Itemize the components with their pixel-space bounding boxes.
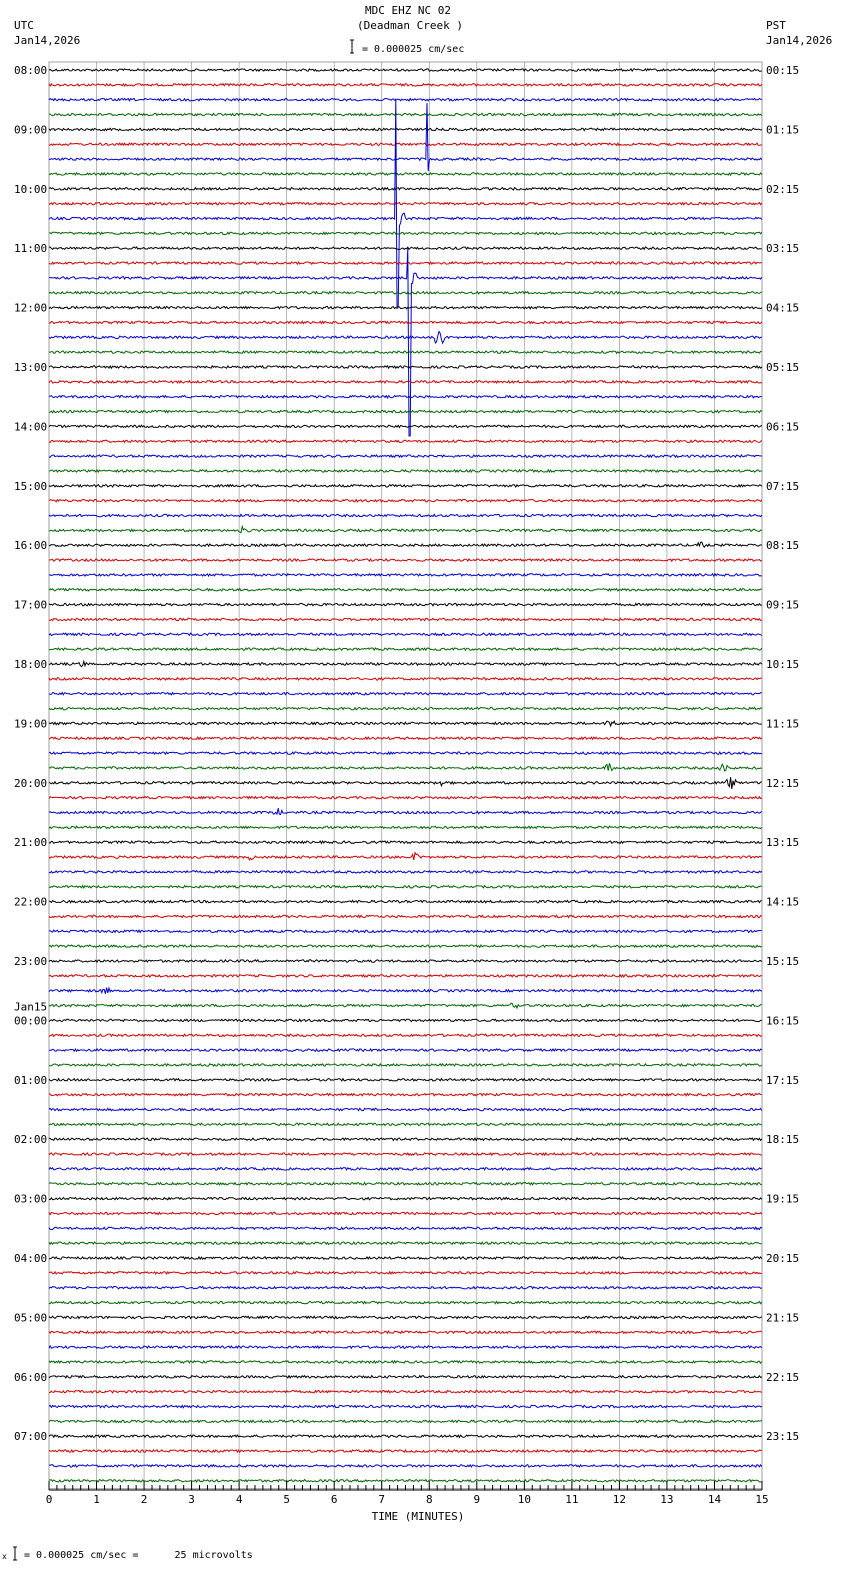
- seismic-trace: [49, 1361, 762, 1363]
- seismic-trace: [49, 1153, 762, 1155]
- pst-hour-label: 18:15: [766, 1133, 800, 1147]
- x-tick-label: 13: [660, 1493, 674, 1506]
- seismic-trace: [49, 542, 762, 547]
- pst-hour-label: 14:15: [766, 895, 800, 909]
- x-tick-label: 0: [45, 1493, 53, 1506]
- seismic-trace: [49, 589, 762, 591]
- seismic-trace: [49, 203, 762, 205]
- utc-hour-label: 12:00: [14, 301, 48, 315]
- footer-marker: x: [2, 1552, 7, 1561]
- seismic-trace: [49, 808, 762, 814]
- pst-hour-label: 00:15: [766, 64, 800, 77]
- seismic-trace: [49, 1391, 762, 1393]
- seismic-trace: [49, 1094, 762, 1096]
- seismic-trace: [49, 425, 762, 427]
- seismic-trace: [49, 381, 762, 383]
- utc-hour-label: 02:00: [14, 1133, 48, 1147]
- seismic-trace: [49, 1034, 762, 1036]
- utc-hour-label: 03:00: [14, 1192, 48, 1206]
- x-tick-label: 9: [473, 1493, 481, 1506]
- x-tick-label: 15: [755, 1493, 769, 1506]
- seismic-trace: [49, 1376, 762, 1378]
- seismic-trace: [49, 826, 762, 828]
- seismic-trace: [49, 410, 762, 412]
- seismic-trace: [49, 527, 762, 533]
- seismic-trace: [49, 232, 762, 234]
- x-tick-label: 12: [612, 1493, 627, 1506]
- seismic-trace: [49, 648, 762, 650]
- seismic-trace: [49, 500, 762, 502]
- seismic-trace: [49, 351, 762, 353]
- footer-scale-label: = 0.000025 cm/sec = 25 microvolts: [24, 1550, 253, 1561]
- seismic-trace: [49, 930, 762, 932]
- footer-scale-bar-icon: [13, 1547, 17, 1560]
- seismic-trace: [49, 975, 762, 977]
- seismic-trace: [49, 1435, 762, 1437]
- utc-hour-label: 06:00: [14, 1370, 48, 1384]
- right-timezone: PST: [766, 19, 786, 32]
- seismic-trace: [49, 737, 762, 739]
- seismic-trace: [49, 470, 762, 472]
- x-tick-label: 1: [93, 1493, 100, 1506]
- right-date: Jan14,2026: [766, 34, 833, 47]
- seismic-trace: [49, 1346, 762, 1348]
- seismic-trace: [49, 1316, 762, 1318]
- utc-date-label: Jan15: [14, 1000, 48, 1014]
- utc-hour-label: 07:00: [14, 1430, 48, 1444]
- seismic-trace: [49, 633, 762, 635]
- pst-hour-label: 05:15: [766, 361, 800, 374]
- seismic-trace: [49, 514, 762, 516]
- seismic-trace: [49, 693, 762, 695]
- seismic-trace: [49, 1227, 762, 1229]
- seismic-trace: [49, 1003, 762, 1008]
- x-tick-label: 8: [425, 1493, 433, 1506]
- seismic-trace: [49, 900, 762, 902]
- seismic-trace: [49, 1420, 762, 1422]
- seismic-trace: [49, 306, 762, 308]
- seismic-trace: [49, 1450, 762, 1452]
- pst-hour-label: 22:15: [766, 1370, 800, 1384]
- plot-frame: [49, 62, 762, 1489]
- plot-grid: [49, 62, 762, 1489]
- utc-time-labels: [14, 64, 47, 1443]
- seismic-trace: [49, 841, 762, 843]
- seismic-trace: [49, 321, 762, 323]
- utc-hour-label: 21:00: [14, 836, 48, 850]
- pst-hour-label: 20:15: [766, 1252, 800, 1265]
- seismic-traces: [49, 69, 762, 1482]
- seismic-trace: [49, 1049, 762, 1051]
- utc-hour-label: 19:00: [14, 717, 48, 731]
- left-date: Jan14,2026: [14, 34, 81, 47]
- seismic-trace: [49, 603, 762, 605]
- seismic-trace: [49, 1242, 762, 1244]
- x-axis: [46, 1481, 769, 1506]
- seismic-trace: [49, 1272, 762, 1274]
- seismic-trace: [49, 1138, 762, 1140]
- seismic-trace: [49, 440, 762, 442]
- seismic-trace: [49, 1064, 762, 1066]
- seismic-trace: [49, 960, 762, 962]
- seismic-trace: [49, 292, 762, 294]
- seismic-trace: [49, 988, 762, 994]
- seismic-trace: [49, 1212, 762, 1214]
- x-tick-label: 14: [707, 1493, 722, 1506]
- seismic-trace: [49, 173, 762, 175]
- seismic-trace: [49, 485, 762, 487]
- pst-hour-label: 01:15: [766, 123, 800, 137]
- seismic-trace: [49, 128, 762, 130]
- utc-hour-label: 00:00: [14, 1014, 48, 1028]
- seismic-trace: [49, 559, 762, 561]
- seismic-trace: [49, 1405, 762, 1407]
- seismic-trace: [49, 1287, 762, 1289]
- seismic-trace: [49, 853, 762, 860]
- x-axis-label: TIME (MINUTES): [371, 1510, 465, 1523]
- pst-hour-label: 04:15: [766, 301, 800, 315]
- utc-hour-label: 10:00: [14, 182, 48, 196]
- seismic-trace: [49, 915, 762, 917]
- seismic-trace: [49, 886, 762, 888]
- seismic-trace: [49, 945, 762, 947]
- x-tick-label: 7: [378, 1493, 386, 1506]
- pst-hour-label: 11:15: [766, 717, 800, 731]
- seismic-trace: [49, 1108, 762, 1110]
- seismic-trace: [49, 248, 762, 436]
- scale-bar-icon: [350, 40, 354, 53]
- utc-hour-label: 22:00: [14, 895, 48, 909]
- x-tick-label: 3: [188, 1493, 195, 1506]
- utc-hour-label: 15:00: [14, 479, 48, 493]
- seismic-trace: [49, 143, 762, 145]
- utc-hour-label: 14:00: [14, 420, 48, 434]
- left-timezone: UTC: [14, 19, 34, 32]
- utc-hour-label: 04:00: [14, 1252, 48, 1265]
- x-tick-label: 6: [330, 1493, 338, 1506]
- seismic-trace: [49, 777, 762, 789]
- seismic-trace: [49, 707, 762, 709]
- utc-hour-label: 17:00: [14, 598, 48, 612]
- seismic-trace: [49, 1019, 762, 1021]
- seismic-trace: [49, 618, 762, 620]
- seismic-trace: [49, 69, 762, 71]
- seismic-trace: [49, 366, 762, 368]
- utc-hour-label: 18:00: [14, 658, 48, 671]
- utc-hour-label: 16:00: [14, 539, 48, 553]
- utc-hour-label: 01:00: [14, 1073, 48, 1087]
- pst-hour-label: 09:15: [766, 598, 800, 612]
- pst-hour-label: 02:15: [766, 182, 800, 196]
- seismic-trace: [49, 1301, 762, 1303]
- seismic-trace: [49, 1257, 762, 1259]
- seismic-trace: [49, 262, 762, 264]
- seismic-trace: [49, 1331, 762, 1333]
- seismic-trace: [49, 113, 762, 115]
- utc-hour-label: 23:00: [14, 955, 48, 968]
- seismic-trace: [49, 1465, 762, 1467]
- x-tick-label: 10: [517, 1493, 531, 1506]
- pst-hour-label: 16:15: [766, 1014, 800, 1028]
- pst-hour-label: 08:15: [766, 539, 800, 553]
- seismic-trace: [49, 763, 762, 771]
- seismic-trace: [49, 1079, 762, 1081]
- pst-hour-label: 07:15: [766, 479, 800, 493]
- pst-hour-label: 13:15: [766, 836, 800, 850]
- seismic-trace: [49, 99, 762, 101]
- scale-label: = 0.000025 cm/sec: [362, 44, 465, 55]
- utc-hour-label: 09:00: [14, 123, 48, 137]
- station-subtitle: (Deadman Creek ): [357, 19, 463, 32]
- station-title: MDC EHZ NC 02: [364, 4, 452, 17]
- seismic-trace: [49, 678, 762, 680]
- pst-hour-label: 03:15: [766, 242, 800, 256]
- pst-hour-label: 17:15: [766, 1073, 800, 1087]
- utc-hour-label: 20:00: [14, 776, 48, 790]
- utc-hour-label: 05:00: [14, 1311, 48, 1325]
- seismic-trace: [49, 871, 762, 873]
- seismic-trace: [49, 84, 762, 86]
- seismic-trace: [49, 188, 762, 190]
- pst-hour-label: 12:15: [766, 776, 800, 790]
- x-tick-label: 11: [565, 1493, 579, 1506]
- seismic-trace: [49, 396, 762, 398]
- seismic-trace: [49, 752, 762, 754]
- seismic-trace: [49, 797, 762, 799]
- pst-hour-label: 23:15: [766, 1430, 800, 1444]
- pst-hour-label: 15:15: [766, 955, 800, 968]
- seismic-trace: [49, 1183, 762, 1185]
- seismic-trace: [49, 721, 762, 726]
- pst-hour-label: 06:15: [766, 420, 800, 434]
- pst-hour-label: 10:15: [766, 658, 800, 671]
- pst-hour-label: 19:15: [766, 1192, 800, 1206]
- seismic-trace: [49, 332, 762, 344]
- seismic-trace: [49, 661, 762, 666]
- seismic-trace: [49, 1123, 762, 1125]
- seismic-trace: [49, 455, 762, 457]
- seismic-trace: [49, 1197, 762, 1199]
- x-tick-label: 4: [235, 1493, 243, 1506]
- utc-hour-label: 11:00: [14, 242, 48, 256]
- seismic-trace: [49, 574, 762, 576]
- pst-hour-label: 21:15: [766, 1311, 800, 1325]
- seismic-trace: [49, 1480, 762, 1482]
- x-tick-label: 2: [140, 1493, 148, 1506]
- seismic-trace: [49, 1168, 762, 1170]
- seismic-trace: [49, 247, 762, 249]
- utc-hour-label: 13:00: [14, 361, 48, 374]
- x-tick-label: 5: [283, 1493, 290, 1506]
- utc-hour-label: 08:00: [14, 64, 48, 77]
- pst-time-labels: [766, 64, 799, 1443]
